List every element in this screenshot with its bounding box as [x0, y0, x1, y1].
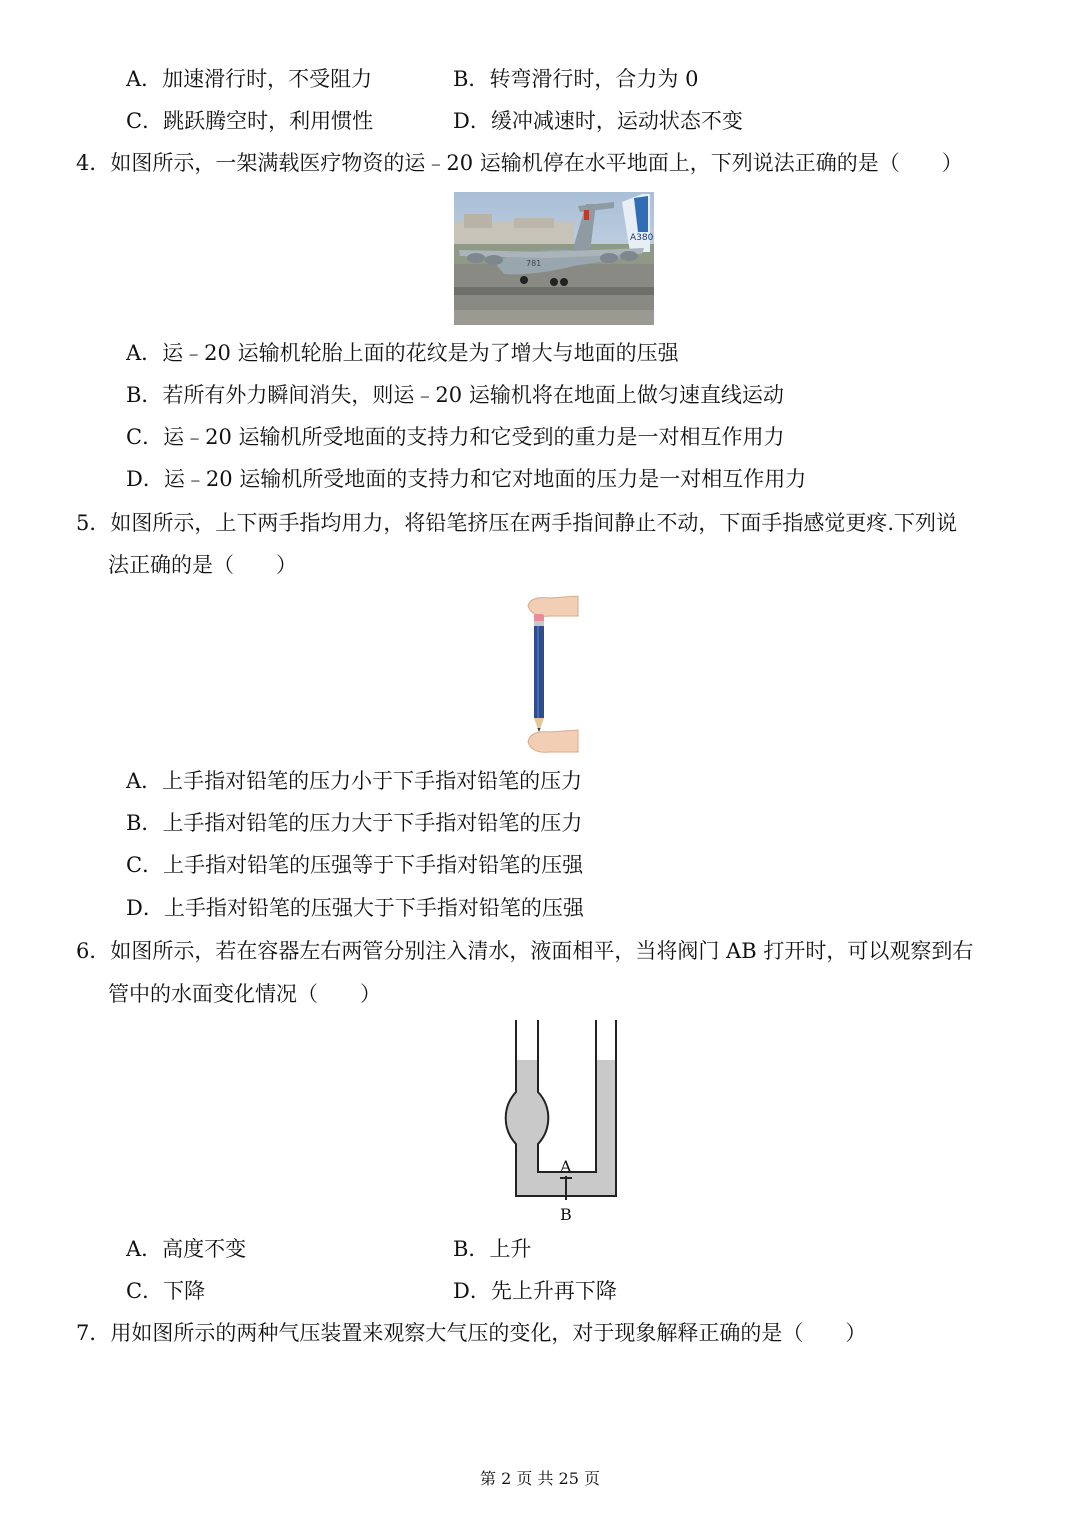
option-letter: C． [126, 109, 164, 133]
option-text: 下降 [163, 1279, 206, 1303]
q3-option-d [453, 106, 743, 136]
option-text: 加速滑行时，不受阻力 [162, 67, 373, 91]
option-letter: A． [126, 67, 163, 91]
q5-option-d [126, 893, 584, 923]
q5-stem-line1 [76, 508, 957, 538]
q7-stem [76, 1318, 866, 1348]
q4-option-a [126, 338, 679, 368]
q6-stem-line1 [76, 936, 973, 966]
option-letter: B． [453, 1237, 490, 1261]
q3-option-b [453, 64, 698, 94]
q4-option-d [126, 464, 806, 494]
option-letter: A． [126, 769, 163, 793]
option-text: 先上升再下降 [490, 1279, 617, 1303]
question-number: 6． [76, 939, 111, 963]
q6-option-d [453, 1276, 617, 1306]
question-text: 如图所示，若在容器左右两管分别注入清水，液面相平，当将阀门 AB 打开时，可以观察到右 [110, 939, 974, 963]
q5-stem-line2 [108, 550, 297, 580]
question-text: 如图所示，一架满载医疗物资的运﹣20 运输机停在水平地面上，下列说法正确的是（ ） [110, 151, 963, 175]
page-footer: 第 2 页 共 25 页 [480, 1469, 600, 1488]
valve-label-b: B [560, 1205, 572, 1224]
option-text: 上升 [489, 1237, 532, 1261]
q6-stem-line2 [108, 979, 381, 1009]
option-text: 运﹣20 运输机所受地面的支持力和它对地面的压力是一对相互作用力 [163, 467, 807, 491]
q4-option-c [126, 422, 784, 452]
question-number: 4． [76, 151, 111, 175]
option-text: 上手指对铅笔的压力小于下手指对铅笔的压力 [162, 769, 583, 793]
q5-option-a [126, 766, 582, 796]
option-text: 高度不变 [162, 1237, 247, 1261]
q5-option-c [126, 850, 583, 880]
question-text: 法正确的是（ ） [108, 553, 297, 577]
question-text: 管中的水面变化情况（ ） [108, 982, 381, 1006]
q4-stem [76, 148, 963, 178]
option-letter: C． [126, 853, 164, 877]
option-letter: A． [126, 1237, 163, 1261]
option-letter: B． [126, 383, 163, 407]
option-letter: C． [126, 425, 164, 449]
option-letter: D． [126, 896, 164, 920]
valve-label-a: A [560, 1157, 572, 1176]
option-text: 若所有外力瞬间消失，则运﹣20 运输机将在地面上做匀速直线运动 [162, 383, 784, 407]
q5-option-b [126, 808, 582, 838]
option-text: 缓冲减速时，运动状态不变 [490, 109, 743, 133]
option-letter: D． [453, 1279, 491, 1303]
q6-option-b [453, 1234, 531, 1264]
tail-marking: A380 [630, 233, 654, 243]
q6-option-a [126, 1234, 246, 1264]
option-text: 上手指对铅笔的压力大于下手指对铅笔的压力 [162, 811, 583, 835]
option-text: 运﹣20 运输机所受地面的支持力和它受到的重力是一对相互作用力 [163, 425, 785, 449]
option-text: 跳跃腾空时，利用惯性 [163, 109, 374, 133]
q4-option-b [126, 380, 784, 410]
q3-option-a [126, 64, 372, 94]
transport-aircraft-photo [454, 192, 654, 325]
q6-option-c [126, 1276, 205, 1306]
question-text: 如图所示，上下两手指均用力，将铅笔挤压在两手指间静止不动，下面手指感觉更疼.下列说 [110, 511, 958, 535]
option-text: 上手指对铅笔的压强大于下手指对铅笔的压强 [163, 896, 584, 920]
option-letter: A． [126, 341, 163, 365]
option-text: 转弯滑行时，合力为 0 [489, 67, 699, 91]
question-number: 5． [76, 511, 111, 535]
option-letter: B． [126, 811, 163, 835]
option-letter: B． [453, 67, 490, 91]
pencil-fingers-figure [520, 594, 582, 754]
option-letter: D． [126, 467, 164, 491]
fuselage-number: 781 [526, 259, 542, 268]
option-letter: D． [453, 109, 491, 133]
option-text: 上手指对铅笔的压强等于下手指对铅笔的压强 [163, 853, 584, 877]
question-text: 用如图所示的两种气压装置来观察大气压的变化，对于现象解释正确的是（ ） [110, 1321, 867, 1345]
connected-vessel-diagram [486, 1020, 626, 1226]
question-number: 7． [76, 1321, 111, 1345]
option-text: 运﹣20 运输机轮胎上面的花纹是为了增大与地面的压强 [162, 341, 679, 365]
q3-option-c [126, 106, 373, 136]
option-letter: C． [126, 1279, 164, 1303]
